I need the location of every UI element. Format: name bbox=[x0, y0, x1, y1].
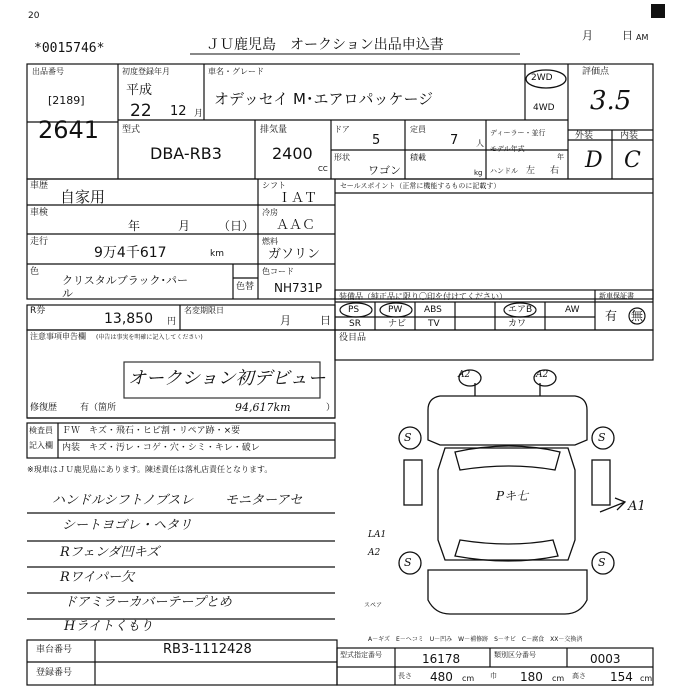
diagram-spare: スペア bbox=[364, 602, 383, 609]
displacement-value: 2400 bbox=[272, 144, 313, 163]
diagram-s-fl: S bbox=[404, 431, 412, 444]
inspector-label-1: 検査員 bbox=[29, 426, 53, 435]
equip-ps: PS bbox=[348, 305, 360, 315]
type-value: DBA-RB3 bbox=[150, 144, 222, 163]
tax-value: 13,850 bbox=[104, 311, 153, 327]
hand-note-3: Rフェンダ凹キズ bbox=[60, 545, 160, 560]
diagram-s-fr: S bbox=[598, 431, 606, 444]
repair-close: ） bbox=[326, 403, 336, 413]
chassis-value: RB3-1112428 bbox=[163, 642, 252, 657]
length-unit: cm bbox=[462, 674, 475, 683]
repair-value: 有（箇所 bbox=[80, 403, 117, 413]
hand-note-5: ドアミラーカバーテープとめ bbox=[64, 595, 232, 610]
color-label: 色 bbox=[30, 267, 40, 277]
entry-number: 2641 bbox=[38, 116, 100, 144]
hand-note-1: ハンドルシフトノブスレ bbox=[52, 493, 194, 508]
registration-label: 登録番号 bbox=[36, 668, 73, 678]
color-code-label: 色コード bbox=[262, 267, 294, 276]
height-value: 154 bbox=[610, 670, 633, 684]
drive-4wd: 4WD bbox=[533, 103, 555, 113]
equip-abs: ABS bbox=[424, 305, 442, 315]
inspection-day: （日） bbox=[218, 219, 255, 233]
warranty-no: 無 bbox=[631, 309, 644, 323]
mileage-unit: km bbox=[210, 249, 224, 259]
tax-unit: 円 bbox=[167, 317, 177, 327]
capacity-value: 7 bbox=[450, 133, 459, 148]
tax-label: R券 bbox=[30, 306, 46, 316]
rating-label: 評価点 bbox=[582, 67, 610, 77]
mileage-label: 走行 bbox=[30, 237, 49, 247]
fuel-label: 燃料 bbox=[262, 237, 278, 246]
width-unit: cm bbox=[552, 674, 565, 683]
usage-label: 車歴 bbox=[30, 181, 49, 191]
inspection-label: 車検 bbox=[30, 208, 49, 218]
fuel-value: ガソリン bbox=[268, 247, 321, 262]
body-label: 形状 bbox=[334, 153, 350, 162]
handle-label: ハンドル bbox=[490, 167, 518, 175]
notes-hand-mileage: 94,617km bbox=[235, 401, 291, 414]
notes-stamp: オークション初デビュー bbox=[128, 368, 326, 389]
first-reg-month: 12 bbox=[170, 104, 187, 119]
doors-label: ドア bbox=[334, 125, 350, 134]
month-label: 月 bbox=[582, 29, 593, 42]
doors-value: 5 bbox=[372, 133, 381, 148]
model-year-unit: 年 bbox=[557, 153, 564, 161]
capacity-label: 定員 bbox=[410, 125, 426, 134]
shift-value: ＩＡＴ bbox=[278, 191, 318, 206]
load-label: 積載 bbox=[410, 153, 426, 162]
body-value: ワゴン bbox=[368, 164, 401, 177]
color-code-value: NH731P bbox=[274, 281, 323, 295]
diagram-center-note: Pキ七 bbox=[496, 489, 529, 503]
dealer-label: ディーラー・並行 bbox=[490, 129, 546, 137]
inspect-fw: ＦＷ キズ・飛石・ヒビ割・リペア跡・×要 bbox=[62, 426, 241, 436]
first-reg-era: 平成 bbox=[126, 83, 153, 98]
model-year-label: モデル年式 bbox=[490, 145, 525, 153]
exterior-grade: D bbox=[585, 148, 603, 173]
disclaimer: ※現車はＪＵ鹿児島にあります。陳述責任は落札店責任となります。 bbox=[27, 465, 273, 474]
ac-value: ＡＡＣ bbox=[276, 218, 316, 233]
displacement-unit: CC bbox=[318, 165, 328, 173]
diagram-s-rr: S bbox=[598, 556, 606, 569]
hand-note-right: モニターアセ bbox=[225, 493, 303, 508]
equip-tv: TV bbox=[428, 319, 440, 329]
equip-sr: SR bbox=[349, 319, 361, 329]
diagram-legend: A－ギズ E－ヘコミ U－凹み W－補修跡 S－サビ C－腐食 XX－交換済 bbox=[368, 636, 583, 643]
inspect-interior: 内装 キズ・汚レ・コゲ・穴・シミ・キレ・破レ bbox=[62, 443, 260, 453]
color-value-cont: ル bbox=[62, 287, 73, 300]
equip-leather: カワ bbox=[508, 319, 527, 329]
chassis-label: 車台番号 bbox=[36, 645, 73, 655]
model-label: 車名・グレード bbox=[208, 67, 264, 76]
equip-navi: ナビ bbox=[388, 319, 407, 329]
repair-label: 修復歴 bbox=[30, 403, 58, 413]
equip-pw: PW bbox=[388, 305, 403, 315]
day-label: 日 bbox=[622, 29, 633, 42]
serial-number: *0015746* bbox=[34, 41, 105, 56]
class-no-label: 類別区分番号 bbox=[494, 651, 536, 659]
inspection-month: 月 bbox=[178, 219, 191, 233]
corner-mark: 20 bbox=[28, 11, 40, 21]
first-reg-label: 初度登録年月 bbox=[122, 67, 170, 76]
spec-no-value: 16178 bbox=[422, 652, 461, 666]
hand-note-4: Rワイパー欠 bbox=[60, 570, 135, 585]
equip-aw: AW bbox=[565, 305, 580, 315]
diagram-a1: A1 bbox=[628, 499, 646, 514]
length-label: 長さ bbox=[398, 672, 412, 680]
color-value: クリスタルブラック･パー bbox=[62, 274, 189, 287]
height-unit: cm bbox=[640, 674, 653, 683]
capacity-unit: 人 bbox=[476, 139, 484, 148]
usage-value: 自家用 bbox=[60, 188, 106, 206]
class-no-value: 0003 bbox=[590, 652, 621, 666]
equip-airbag: エアB bbox=[508, 305, 533, 315]
first-reg-year: 22 bbox=[130, 101, 152, 121]
drive-2wd: 2WD bbox=[531, 73, 553, 83]
remarks-label: 役目品 bbox=[339, 333, 367, 343]
notes-sub: (申告は事実を明確に記入してください) bbox=[96, 334, 203, 341]
notes-label: 注意事項申告欄 bbox=[30, 332, 86, 341]
diagram-a2-side: A2 bbox=[368, 548, 381, 558]
shift-label: シフト bbox=[262, 181, 286, 190]
ac-label: 冷房 bbox=[262, 208, 278, 217]
diagram-la1: LA1 bbox=[368, 530, 387, 540]
width-value: 180 bbox=[520, 670, 543, 684]
diagram-s-rl: S bbox=[404, 556, 412, 569]
color-change-label: 色替 bbox=[236, 282, 255, 292]
displacement-label: 排気量 bbox=[260, 125, 288, 135]
entry-sub: [2189] bbox=[48, 94, 85, 107]
rating-value: 3.5 bbox=[590, 86, 632, 116]
spec-no-label: 型式指定番号 bbox=[340, 651, 382, 659]
type-label: 型式 bbox=[122, 125, 141, 135]
form-title: ＪＵ鹿児島 オークション出品申込書 bbox=[206, 37, 444, 53]
diagram-a2-right: A2 bbox=[536, 370, 549, 380]
height-label: 高さ bbox=[572, 672, 586, 680]
name-change-day: 日 bbox=[320, 314, 331, 327]
mileage-value: 9万4千617 bbox=[94, 245, 167, 261]
ampm-label: AM bbox=[636, 33, 649, 42]
inspection-year: 年 bbox=[128, 219, 141, 233]
warranty-label: 新車保証書 bbox=[599, 292, 634, 300]
exterior-label: 外装 bbox=[575, 131, 594, 141]
width-label: 巾 bbox=[490, 672, 497, 680]
warranty-yes: 有 bbox=[605, 309, 618, 323]
diagram-a2-left: A2 bbox=[458, 370, 471, 380]
model-name: オデッセイ M･エアロパッケージ bbox=[214, 90, 434, 108]
entry-label: 出品番号 bbox=[32, 67, 64, 76]
interior-grade: C bbox=[624, 148, 641, 173]
first-reg-month-unit: 月 bbox=[194, 109, 204, 119]
length-value: 480 bbox=[430, 670, 453, 684]
handle-right: 右 bbox=[550, 166, 560, 176]
inspector-label-2: 記入欄 bbox=[29, 441, 53, 450]
hand-note-6: Hライトくもり bbox=[64, 619, 153, 634]
equipment-label: 装備品（純正品に限り〇印を付けてください） bbox=[339, 292, 507, 301]
interior-label: 内装 bbox=[620, 131, 639, 141]
name-change-month: 月 bbox=[280, 314, 291, 327]
name-change-label: 名変期限日 bbox=[184, 306, 224, 315]
handle-left: 左 bbox=[526, 166, 536, 176]
hand-note-2: シートヨゴレ・ヘタリ bbox=[62, 518, 193, 533]
sales-point-label: セールスポイント（正常に機能するものに記載す） bbox=[340, 182, 501, 190]
load-unit: kg bbox=[474, 169, 483, 177]
